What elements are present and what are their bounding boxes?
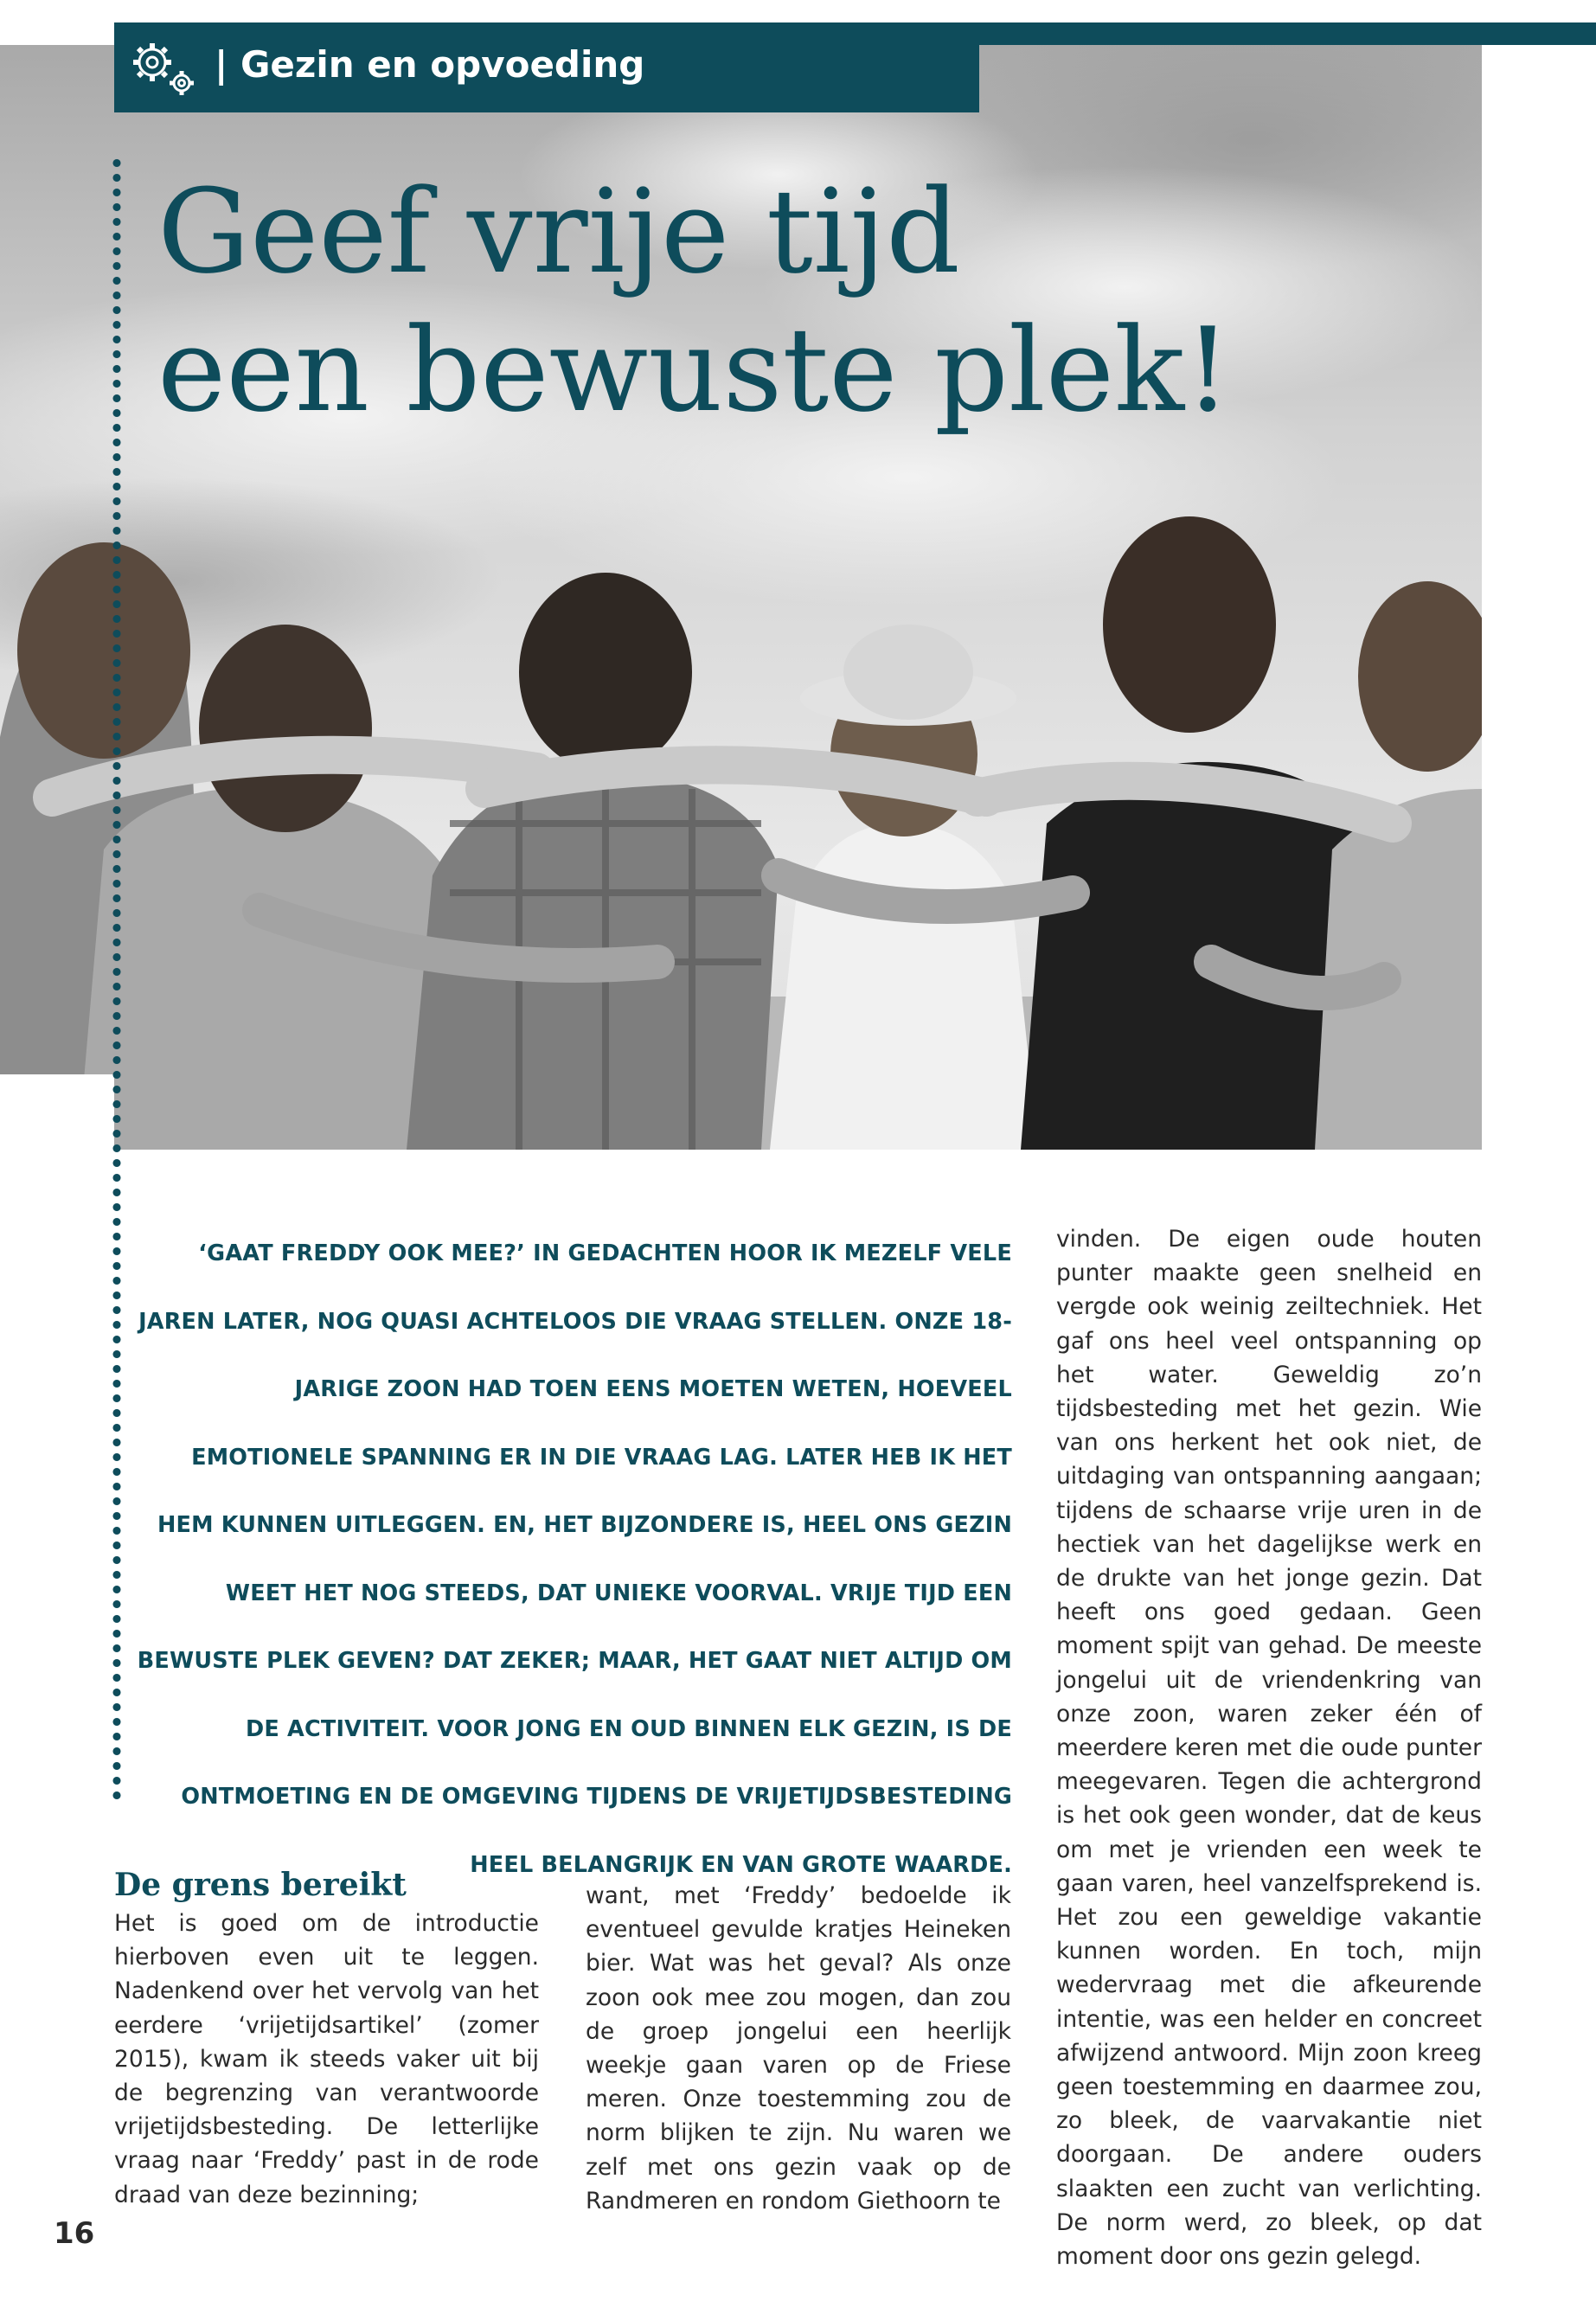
article-title [157,163,1282,439]
body-column-2 [586,1879,1011,2218]
intro-paragraph: ‘GAAT FREDDY OOK MEE?’ IN GEDACHTEN HOOR IK MEZELF VELE JAREN LATER, NOG QUASI ACHTELOOS DIE VRAAG STELLEN. ONZE 18-JARIGE ZOON HAD TOEN EENS MOETEN WETEN, HOEVEEL EMOTIONELE SPANNING ER IN DIE VRAAG LAG. LATER HEB IK HET HEM KUNNEN UITLEGGEN. EN, HET BIJZONDERE IS, HEEL ONS GEZIN WEET HET NOG STEEDS, DAT UNIEKE VOORVAL. VRIJE TIJD EEN BEWUSTE PLEK GEVEN? DAT ZEKER; MAAR, HET GAAT NIET ALTIJD OM DE ACTIVITEIT. VOOR JONG EN OUD BINNEN ELK GEZIN, IS DE ONTMOETING EN DE OMGEVING TIJDENS DE VRIJETIJDSBESTEDING HEEL BELANGRIJK EN VAN GROTE WAARDE. [137,1240,1012,1878]
body-column-1 [114,1907,539,2212]
page-number: 16 [54,2216,95,2251]
article-title-line-2: een bewuste plek! [157,303,1232,438]
subheading: De grens bereikt [114,1867,407,1903]
body-text-2: want, met ‘Freddy’ bedoelde ik eventueel gevulde kratjes Heineken bier. Wat was het geval? Als onze zoon ook mee zou mogen, dan zou de groep jongelui een heerlijk weekje gaan varen op de Friese meren. Onze toestemming zou de norm blijken te zijn. Nu waren we zelf met ons gezin vaak op de Randmeren en rondom Giethoorn te [586,1882,1011,2214]
dotted-rule [112,156,122,1799]
article-title-line-1: Geef vrije tijd [157,164,960,299]
gears-icon [123,35,202,100]
body-column-3 [1056,1222,1482,2273]
body-text-3: vinden. De eigen oude houten punter maakte geen snelheid en vergde ook weinig zeiltechniek. Het gaf ons heel veel ontspanning op het water. Geweldig zo’n tijdsbesteding met het gezin. Wie van ons herkent het ook niet, de uitdaging van ontspanning aangaan; tijdens de schaarse vrije uren in de hectiek van het dagelijkse werk en de drukte van het jonge gezin. Dat heeft ons goed gedaan. Geen moment spijt van gehad. De meeste jongelui uit de vriendenkring van onze zoon, waren zeker één of meerdere keren met die oude punter meegevaren. Tegen die achtergrond is het ook geen wonder, dat de keus om met je vrienden een week te gaan varen, heel vanzelfsprekend is. Het zou een geweldige vakantie kunnen worden. En toch, mijn wedervraag met die afkeurende intentie, was een helder en concreet afwijzend antwoord. Mijn zoon kreeg geen toestemming en daarmee zou, zo bleek, de vaarvakantie niet doorgaan. De andere ouders slaakten een zucht van verlichting. De norm werd, zo bleek, op dat moment door ons gezin gelegd. [1056,1226,1482,2271]
body-text-1: Het is goed om de introductie hierboven even uit te leggen. Nadenkend over het vervolg van het eerdere ‘vrijetijdsartikel’ (zomer 2015), kwam ik steeds vaker uit bij de begrenzing van verantwoorde vrijetijdsbesteding. De letterlijke vraag naar ‘Freddy’ past in de rode draad van deze bezinning; [114,1910,539,2208]
section-title: | Gezin en opvoeding [215,43,645,86]
